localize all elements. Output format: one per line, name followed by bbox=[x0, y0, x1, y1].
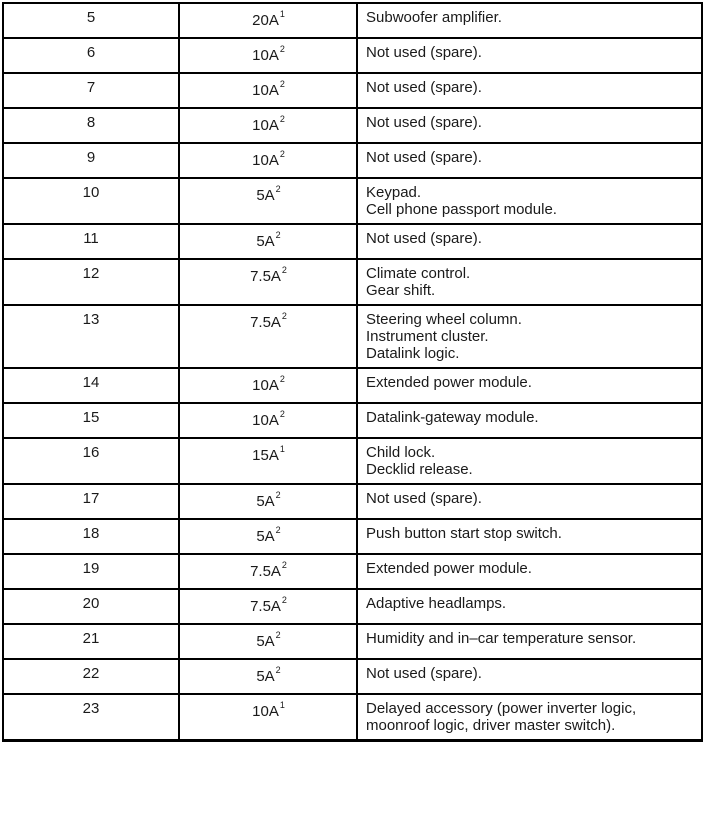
protected-components-cell bbox=[357, 438, 702, 484]
footnote-marker: 2 bbox=[275, 184, 281, 194]
fuse-rating-value bbox=[250, 560, 287, 580]
description-line: Climate control. bbox=[366, 265, 471, 282]
fuse-number-cell: 8 bbox=[3, 108, 179, 143]
fuse-rating-cell bbox=[179, 224, 357, 259]
protected-components-cell bbox=[357, 3, 702, 38]
amp-rating-text: 5A bbox=[256, 633, 275, 650]
footnote-marker: 2 bbox=[275, 665, 281, 675]
description-line: Not used (spare). bbox=[366, 79, 482, 96]
footnote-marker: 2 bbox=[281, 311, 287, 321]
description-line: Delayed accessory (power inverter logic, moonroof logic, driver master switch). bbox=[366, 700, 637, 734]
fuse-rating-value bbox=[256, 490, 281, 510]
fuse-rating-cell bbox=[179, 659, 357, 694]
footnote-marker: 2 bbox=[279, 79, 285, 89]
table-row bbox=[3, 73, 702, 108]
fuse-number-cell: 20 bbox=[3, 589, 179, 624]
protected-components-cell bbox=[357, 143, 702, 178]
table-row bbox=[3, 403, 702, 438]
table-row bbox=[3, 554, 702, 589]
fuse-rating-value bbox=[250, 595, 287, 615]
description-line: Adaptive headlamps. bbox=[366, 595, 507, 612]
fuse-number-cell: 5 bbox=[3, 3, 179, 38]
amp-rating-text: 7.5A bbox=[250, 314, 281, 331]
amp-rating-text: 10A bbox=[252, 412, 279, 429]
fuse-rating-value bbox=[256, 184, 281, 204]
description-line: Child lock. bbox=[366, 444, 436, 461]
protected-components-cell bbox=[357, 224, 702, 259]
footnote-marker: 1 bbox=[279, 9, 285, 19]
table-row bbox=[3, 178, 702, 224]
protected-components-cell bbox=[357, 589, 702, 624]
fuse-number-cell: 23 bbox=[3, 694, 179, 741]
fuse-number-cell: 7 bbox=[3, 73, 179, 108]
fuse-rating-cell bbox=[179, 38, 357, 73]
amp-rating-text: 10A bbox=[252, 152, 279, 169]
footnote-marker: 2 bbox=[275, 630, 281, 640]
protected-components-cell bbox=[357, 519, 702, 554]
fuse-number-cell: 10 bbox=[3, 178, 179, 224]
description-line: Not used (spare). bbox=[366, 114, 482, 131]
table-row bbox=[3, 224, 702, 259]
footnote-marker: 2 bbox=[279, 409, 285, 419]
fuse-number-cell: 21 bbox=[3, 624, 179, 659]
footnote-marker: 1 bbox=[279, 444, 285, 454]
table-row bbox=[3, 694, 702, 741]
fuse-rating-cell bbox=[179, 108, 357, 143]
fuse-rating-cell bbox=[179, 3, 357, 38]
amp-rating-text: 5A bbox=[256, 187, 275, 204]
fuse-number-cell: 14 bbox=[3, 368, 179, 403]
fuse-rating-value bbox=[252, 700, 285, 720]
table-row bbox=[3, 143, 702, 178]
description-line: Not used (spare). bbox=[366, 490, 482, 507]
protected-components-cell bbox=[357, 694, 702, 741]
footnote-marker: 2 bbox=[281, 595, 287, 605]
fuse-rating-value bbox=[250, 265, 287, 285]
fuse-rating-value bbox=[250, 311, 287, 331]
footnote-marker: 2 bbox=[279, 149, 285, 159]
table-row bbox=[3, 589, 702, 624]
table-row bbox=[3, 38, 702, 73]
fuse-rating-value bbox=[252, 444, 285, 464]
amp-rating-text: 5A bbox=[256, 233, 275, 250]
protected-components-cell bbox=[357, 484, 702, 519]
footnote-marker: 2 bbox=[279, 114, 285, 124]
protected-components-cell bbox=[357, 259, 702, 305]
fuse-rating-value bbox=[256, 665, 281, 685]
protected-components-cell bbox=[357, 178, 702, 224]
footnote-marker: 2 bbox=[275, 490, 281, 500]
description-line: Instrument cluster. bbox=[366, 328, 489, 345]
protected-components-cell bbox=[357, 554, 702, 589]
description-line: Datalink-gateway module. bbox=[366, 409, 539, 426]
protected-components-cell bbox=[357, 73, 702, 108]
fuse-rating-value bbox=[252, 9, 285, 29]
description-line: Datalink logic. bbox=[366, 345, 460, 362]
footnote-marker: 2 bbox=[281, 265, 287, 275]
footnote-marker: 2 bbox=[275, 525, 281, 535]
amp-rating-text: 5A bbox=[256, 668, 275, 685]
table-row bbox=[3, 519, 702, 554]
fuse-number-cell: 9 bbox=[3, 143, 179, 178]
fuse-number-cell: 17 bbox=[3, 484, 179, 519]
fuse-rating-cell bbox=[179, 368, 357, 403]
description-line: Cell phone passport module. bbox=[366, 201, 557, 218]
protected-components-cell bbox=[357, 659, 702, 694]
amp-rating-text: 10A bbox=[252, 703, 279, 720]
description-line: Extended power module. bbox=[366, 560, 532, 577]
table-row bbox=[3, 305, 702, 368]
fuse-rating-cell bbox=[179, 554, 357, 589]
footnote-marker: 2 bbox=[279, 44, 285, 54]
description-line: Not used (spare). bbox=[366, 230, 482, 247]
fuse-rating-cell bbox=[179, 259, 357, 305]
amp-rating-text: 5A bbox=[256, 528, 275, 545]
protected-components-cell bbox=[357, 108, 702, 143]
fuse-number-cell: 16 bbox=[3, 438, 179, 484]
fuse-rating-cell bbox=[179, 73, 357, 108]
footnote-marker: 1 bbox=[279, 700, 285, 710]
fuse-rating-value bbox=[252, 114, 285, 134]
fuse-rating-cell bbox=[179, 305, 357, 368]
amp-rating-text: 10A bbox=[252, 82, 279, 99]
amp-rating-text: 10A bbox=[252, 377, 279, 394]
fuse-specification-table bbox=[2, 2, 703, 742]
description-line: Decklid release. bbox=[366, 461, 473, 478]
protected-components-cell bbox=[357, 305, 702, 368]
table-row bbox=[3, 3, 702, 38]
table-row bbox=[3, 438, 702, 484]
footnote-marker: 2 bbox=[279, 374, 285, 384]
fuse-rating-value bbox=[256, 630, 281, 650]
fuse-number-cell: 13 bbox=[3, 305, 179, 368]
table-row bbox=[3, 259, 702, 305]
table-row bbox=[3, 108, 702, 143]
fuse-rating-cell bbox=[179, 624, 357, 659]
description-line: Not used (spare). bbox=[366, 44, 482, 61]
protected-components-cell bbox=[357, 403, 702, 438]
amp-rating-text: 10A bbox=[252, 47, 279, 64]
fuse-rating-cell bbox=[179, 589, 357, 624]
fuse-number-cell: 18 bbox=[3, 519, 179, 554]
description-line: Gear shift. bbox=[366, 282, 436, 299]
fuse-rating-value bbox=[252, 374, 285, 394]
fuse-table-body bbox=[3, 3, 702, 741]
fuse-rating-cell bbox=[179, 438, 357, 484]
fuse-rating-value bbox=[256, 525, 281, 545]
fuse-rating-value bbox=[256, 230, 281, 250]
fuse-rating-cell bbox=[179, 403, 357, 438]
footnote-marker: 2 bbox=[275, 230, 281, 240]
amp-rating-text: 7.5A bbox=[250, 598, 281, 615]
fuse-number-cell: 19 bbox=[3, 554, 179, 589]
description-line: Subwoofer amplifier. bbox=[366, 9, 502, 26]
fuse-number-cell: 12 bbox=[3, 259, 179, 305]
table-row bbox=[3, 484, 702, 519]
fuse-rating-cell bbox=[179, 178, 357, 224]
fuse-number-cell: 15 bbox=[3, 403, 179, 438]
amp-rating-text: 7.5A bbox=[250, 268, 281, 285]
footnote-marker: 2 bbox=[281, 560, 287, 570]
fuse-rating-cell bbox=[179, 519, 357, 554]
description-line: Push button start stop switch. bbox=[366, 525, 562, 542]
fuse-rating-value bbox=[252, 44, 285, 64]
description-line: Keypad. bbox=[366, 184, 422, 201]
fuse-rating-cell bbox=[179, 143, 357, 178]
description-line: Not used (spare). bbox=[366, 149, 482, 166]
description-line: Not used (spare). bbox=[366, 665, 482, 682]
protected-components-cell bbox=[357, 368, 702, 403]
protected-components-cell bbox=[357, 38, 702, 73]
fuse-rating-value bbox=[252, 409, 285, 429]
protected-components-cell bbox=[357, 624, 702, 659]
amp-rating-text: 20A bbox=[252, 12, 279, 29]
table-row bbox=[3, 368, 702, 403]
description-line: Extended power module. bbox=[366, 374, 532, 391]
amp-rating-text: 10A bbox=[252, 117, 279, 134]
fuse-rating-cell bbox=[179, 484, 357, 519]
fuse-number-cell: 22 bbox=[3, 659, 179, 694]
amp-rating-text: 7.5A bbox=[250, 563, 281, 580]
fuse-number-cell: 11 bbox=[3, 224, 179, 259]
description-line: Steering wheel column. bbox=[366, 311, 522, 328]
table-row bbox=[3, 659, 702, 694]
amp-rating-text: 15A bbox=[252, 447, 279, 464]
amp-rating-text: 5A bbox=[256, 493, 275, 510]
fuse-rating-value bbox=[252, 149, 285, 169]
table-row bbox=[3, 624, 702, 659]
fuse-rating-cell bbox=[179, 694, 357, 741]
description-line: Humidity and in–car temperature sensor. bbox=[366, 630, 637, 647]
fuse-rating-value bbox=[252, 79, 285, 99]
fuse-number-cell: 6 bbox=[3, 38, 179, 73]
